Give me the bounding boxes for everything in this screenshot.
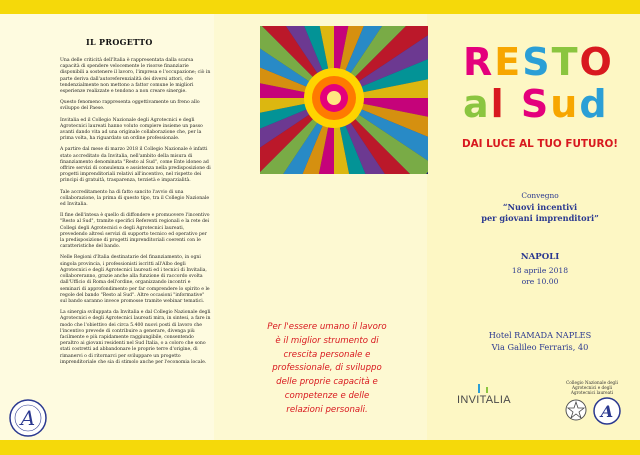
logo-letter: T [551, 40, 580, 84]
logo-letter: R [463, 40, 495, 84]
logo-letter: d [579, 82, 609, 126]
event-title-line-2: per giovani imprenditori” [481, 213, 599, 223]
event-title [455, 202, 625, 224]
event-date: 18 aprile 2018 [511, 266, 569, 275]
logo-letter: u [550, 82, 580, 126]
quote-text: Per l'essere umano il lavoro è il miglior strumento di crescita personale e professionale, di sviluppo delle proprie capacità e competenze e delle relazioni personali. [267, 322, 387, 415]
colorful-sun-artwork [256, 22, 432, 178]
event-venue: Hotel RAMADA NAPLES [488, 330, 592, 340]
invitalia-mark-icon [486, 387, 488, 393]
invitalia-wordmark: INVITALIA [457, 394, 511, 406]
paragraph: Il fine dell'intesa è quello di diffondere e promuovere l'incentivo "Resto al Sud", tramite specifici Referenti regionali e la rete dei Collegi degli Agrotecnici e degli Agrotecnici laureati, prevedendo altresì servizi di supporto tecnico ed operativo per la predisposizione di progetti imprenditoriali coerenti con le caratteristiche del bando. [60, 213, 210, 250]
invitalia-logo [457, 384, 513, 410]
logo-line-2 [463, 82, 623, 126]
collegio-emblem-icon [592, 396, 622, 426]
paragraph: Tale accreditamento ha di fatto sancito l'avvio di una collaborazione, la prima di questo tipo, tra il Collegio Nazionale ed Invitalia. [60, 189, 210, 208]
paragraph: Una delle criticità dell'Italia è rappresentata dalla scarsa capacità di spendere velocemente le risorse finanziarie disponibili a sostenere il lavoro, l'impresa e l'occupazione; ciò in parte deriva dall'autoreferenzialità dei diversi attori, che tendenzialmente non mettono a fattor comune le migliori esperienze realizzate e tendono a non creare sinergie. [60, 58, 211, 95]
bottom-yellow-bar [0, 440, 640, 455]
resto-al-sud-logo [463, 40, 623, 126]
event-city: NAPOLI [520, 252, 560, 262]
logo-letter: a [463, 82, 491, 126]
tagline: DAI LUCE AL TUO FUTURO! [461, 138, 619, 150]
event-address: Via Galileo Ferraris, 40 [491, 342, 589, 352]
paragraph: A partire dal mese di marzo 2018 il Collegio Nazionale è infatti stato accreditato da Invitalia, nell'ambito della misura di finanziamento denominata "Resto al Sud", come Ente idoneo ad offrire servizi di consulenza e assistenza nella predisposizione di progetti imprenditoriali relativi all'incentivo, nel rispetto dei principi di gratuità, trasparenza, terzietà e imparzialità. [60, 147, 211, 184]
collegio-seal-icon [8, 398, 48, 438]
logo-letter: E [494, 40, 523, 84]
section-title: IL PROGETTO [86, 37, 153, 47]
invitalia-mark-icon [478, 384, 480, 393]
event-title-line-1: “Nuovi incentivi [502, 202, 578, 212]
collegio-logo [540, 380, 624, 426]
collegio-letter: A [600, 402, 614, 421]
paragraph: Invitalia ed il Collegio Nazionale degli Agrotecnici e degli Agrotecnici laureati hanno voluto compiere insieme un passo avanti dando vita ad una originale collaborazione che, per la prima volta, ha riguardato un ordine professionale. [60, 117, 203, 142]
logo-letter: S [522, 40, 552, 84]
paragraph: Questo fenomeno rappresenta oggettivamente un freno allo sviluppo del Paese. [60, 100, 200, 112]
seal-letter: A [20, 406, 36, 430]
logo-line-1 [463, 40, 623, 84]
collegio-name: Collegio Nazionale degli Agrotecnici e degli Agrotecnici laureati [566, 380, 618, 395]
logo-letter: S [520, 82, 551, 126]
event-time: ore 10.00 [521, 277, 559, 286]
logo-letter: O [579, 40, 614, 84]
paragraph: La sinergia sviluppata da Invitalia e dal Collegio Nazionale degli Agrotecnici e degli Agrotecnici laureati mira, in sintesi, a fare in modo che l'obiettivo dei circa 5.400 nuovi posti di lavoro che l'incentivo prevede di contribuire a generare, divenga più facilmente e più rapidamente raggiungibile, consentendo peraltro ai giovani residenti nel Sud Italia, o a coloro che sono stati costretti ad abbandonare le proprie terre d'origine, di rimanervi o di ritornarci per sviluppare un progetto imprenditoriale che sia di stimolo anche per l'economia locale. [60, 310, 211, 365]
paragraph: Nelle Regioni d'Italia destinatarie del finanziamento, in ogni singola provincia, i professionisti iscritti all'Albo degli Agrotecnici e degli Agrotecnici laureati ed i tecnici di Invitalia, collaboreranno, grazie anche alla funzione di raccordo svolta dall'Ufficio di Roma dell'ordine, organizzando incontri e seminari di approfondimento per far comprendere lo spirito e le regole del bando "Resto al Sud". Altre occasioni "informative" sul bando saranno invece promosse tramite webinar tematici. [60, 255, 210, 304]
italy-emblem-icon [564, 398, 588, 422]
top-yellow-bar [0, 0, 640, 14]
project-body-text [60, 58, 212, 371]
logo-letter: l [490, 82, 506, 126]
logo-letter [506, 82, 521, 126]
event-label: Convegno [521, 191, 559, 200]
